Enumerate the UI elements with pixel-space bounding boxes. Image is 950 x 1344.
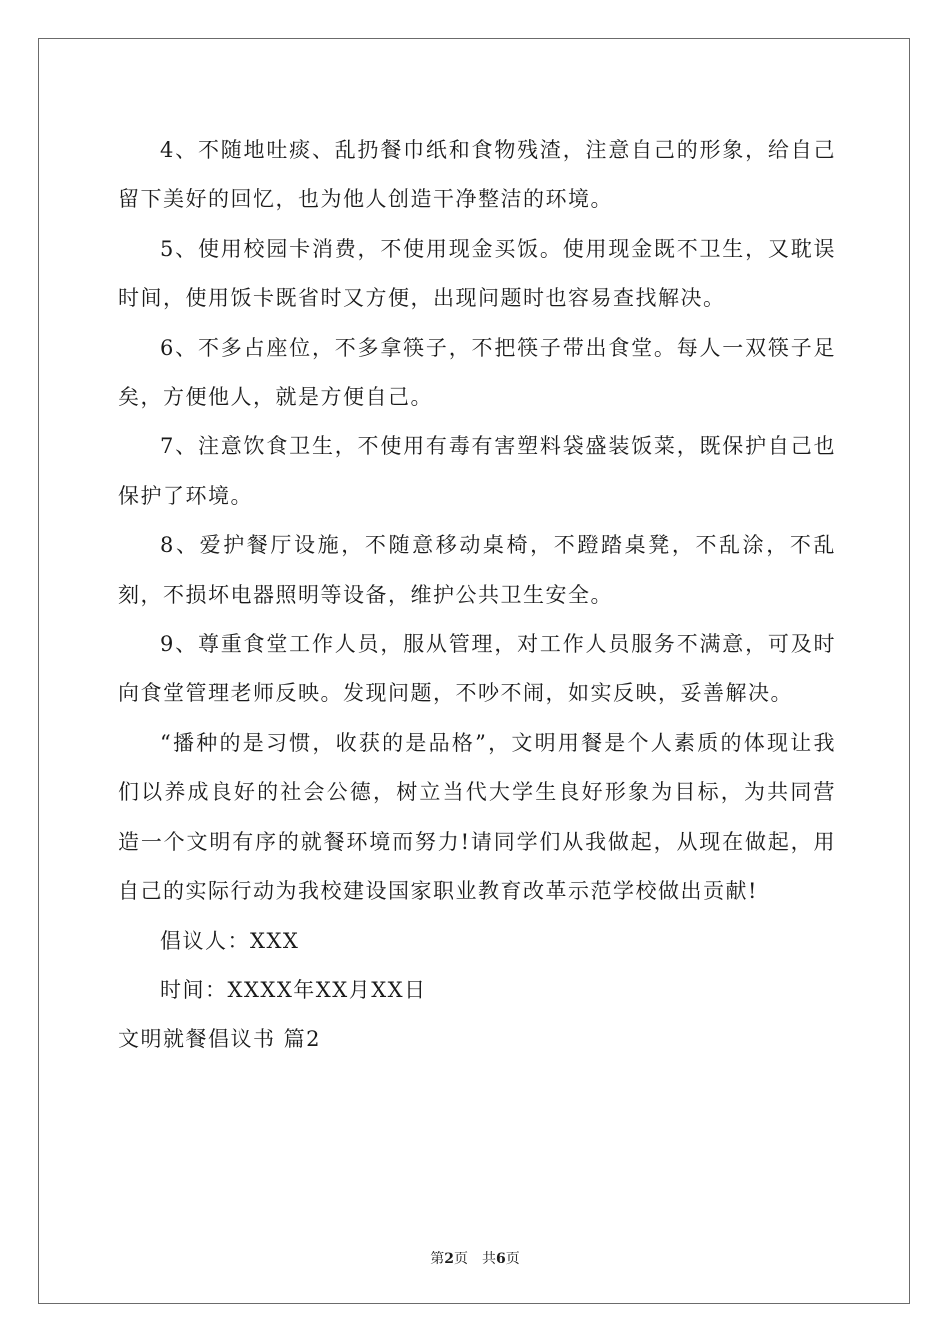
date-line: 时间：XXXX年XX月XX日 [160,977,427,1002]
section-heading: 文明就餐倡议书 篇2 [118,1027,322,1052]
footer-suffix: 页 [505,1251,520,1267]
document-body [118,126,836,1065]
proposer-line: 倡议人：XXX [160,928,300,953]
item-9-paragraph: 9、尊重食堂工作人员，服从管理，对工作人员服务不满意，可及时向食堂管理老师反映。发现问题，不吵不闹，如实反映，妥善解决。 [118,632,836,706]
footer-page-number: 2 [444,1251,454,1267]
footer-prefix: 第 [430,1251,445,1267]
item-4-paragraph: 4、不随地吐痰、乱扔餐巾纸和食物残渣，注意自己的形象，给自己留下美好的回忆，也为他人创造干净整洁的环境。 [118,138,836,212]
item-6-paragraph: 6、不多占座位，不多拿筷子，不把筷子带出食堂。每人一双筷子足矣，方便他人，就是方便自己。 [118,335,836,410]
footer-mid: 页 共 [454,1251,496,1267]
item-5-paragraph: 5、使用校园卡消费，不使用现金买饭。使用现金既不卫生，又耽误时间，使用饭卡既省时又方便，出现问题时也容易查找解决。 [118,236,836,311]
footer-total-pages: 6 [496,1251,506,1267]
item-8-paragraph: 8、爱护餐厅设施，不随意移动桌椅，不蹬踏桌凳，不乱涂，不乱刻，不损坏电器照明等设备，维护公共卫生安全。 [118,533,836,607]
page-footer [0,1248,950,1268]
closing-paragraph: “播种的是习惯，收获的是品格”，文明用餐是个人素质的体现让我们以养成良好的社会公德，树立当代大学生良好形象为目标，为共同营造一个文明有序的就餐环境而努力!请同学们从我做起，从现在做起，用自己的实际行动为我校建设国家职业教育改革示范学校做出贡献! [118,730,836,904]
item-7-paragraph: 7、注意饮食卫生，不使用有毒有害塑料袋盛装饭菜，既保护自己也保护了环境。 [118,434,836,508]
